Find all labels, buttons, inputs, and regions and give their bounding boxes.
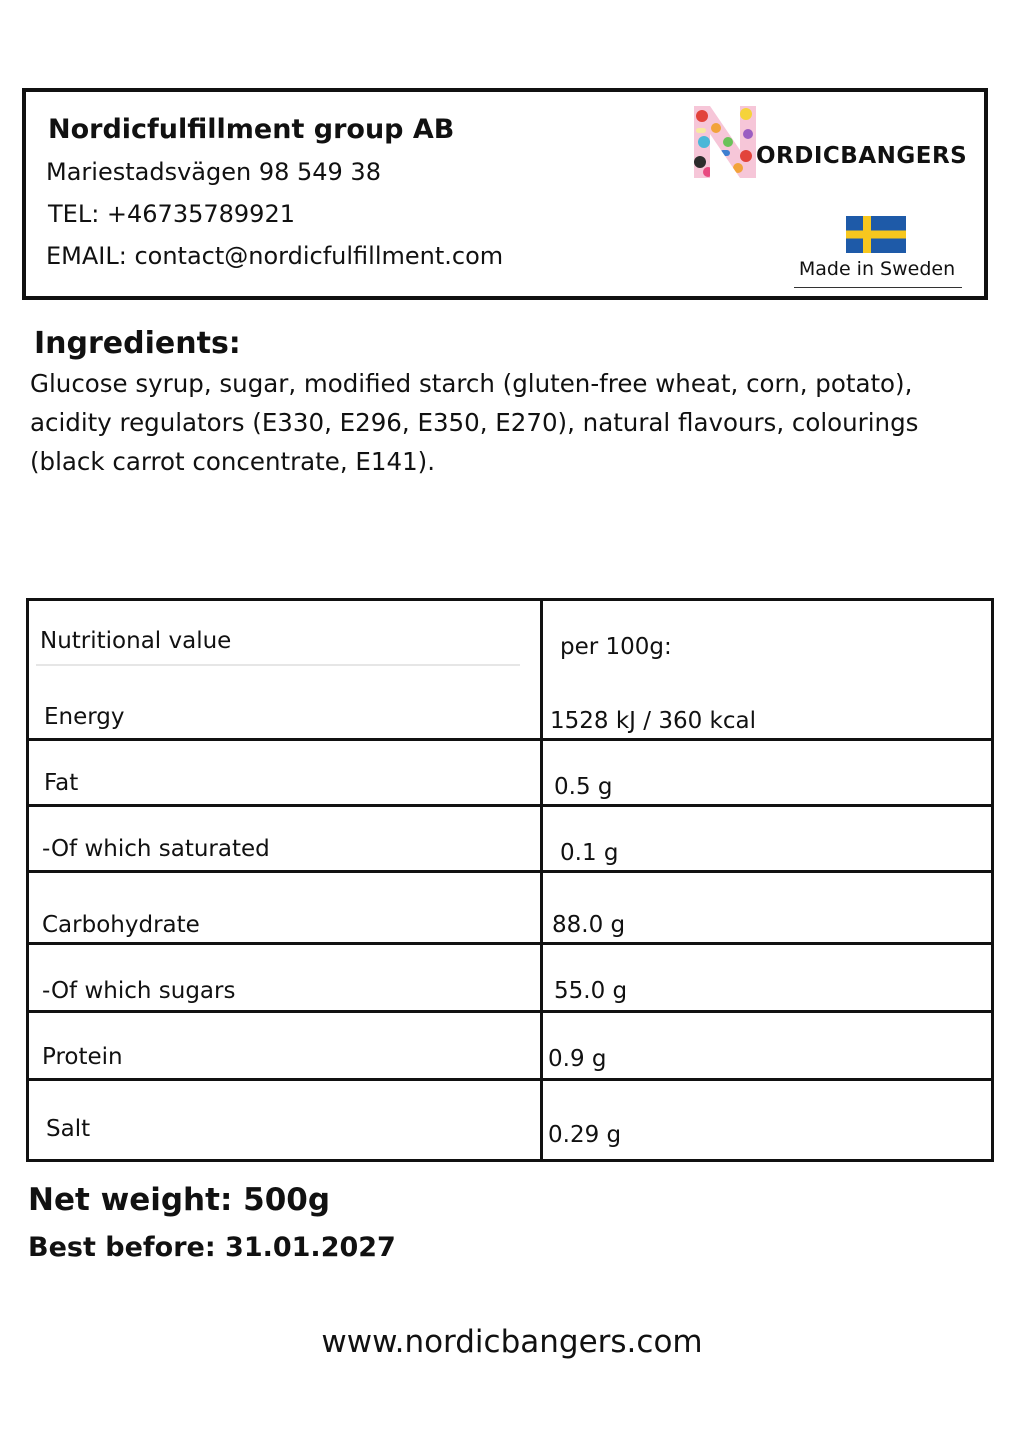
row-divider bbox=[26, 1078, 992, 1081]
nutrition-row-label: Protein bbox=[42, 1044, 123, 1070]
row-divider bbox=[26, 1010, 992, 1013]
made-in-label: Made in Sweden bbox=[798, 258, 956, 280]
nutrition-row-label: Energy bbox=[44, 704, 125, 730]
nutrition-row-label: -Of which saturated bbox=[42, 836, 270, 862]
nutrition-row-value: 1528 kJ / 360 kcal bbox=[550, 708, 756, 734]
company-address: Mariestadsvägen 98 549 38 bbox=[46, 158, 381, 186]
website-url: www.nordicbangers.com bbox=[321, 1324, 703, 1360]
row-divider bbox=[26, 804, 992, 807]
candy-letter-n-icon bbox=[694, 106, 756, 178]
best-before-date: Best before: 31.01.2027 bbox=[28, 1232, 396, 1263]
nutrition-row-value: 55.0 g bbox=[554, 978, 628, 1004]
nutrition-row-label: -Of which sugars bbox=[42, 978, 236, 1004]
made-in-underline bbox=[794, 287, 962, 288]
company-name: Nordicfulfillment group AB bbox=[48, 114, 455, 145]
row-divider bbox=[26, 942, 992, 945]
ingredients-title: Ingredients: bbox=[34, 326, 241, 361]
nutrition-row-value: 0.5 g bbox=[554, 774, 613, 800]
row-divider bbox=[26, 738, 992, 741]
nutrition-header-label: Nutritional value bbox=[40, 628, 232, 654]
nutrition-header-value: per 100g: bbox=[560, 634, 672, 660]
company-email: EMAIL: contact@nordicfulfillment.com bbox=[46, 242, 504, 270]
row-divider bbox=[26, 870, 992, 873]
company-phone: TEL: +46735789921 bbox=[48, 200, 295, 228]
ingredients-text: Glucose syrup, sugar, modified starch (gluten-free wheat, corn, potato), acidity regulators (E330, E296, E350, E270), natural flavours, colourings (black carrot concentrate, E141). bbox=[30, 369, 919, 476]
nutrition-row-value: 88.0 g bbox=[552, 912, 626, 938]
company-info-box bbox=[22, 88, 988, 300]
nutrition-row-label: Carbohydrate bbox=[42, 912, 200, 938]
nutrition-row-value: 0.1 g bbox=[560, 840, 619, 866]
sweden-flag-icon bbox=[846, 216, 906, 253]
logo-text: ORDICBANGERS bbox=[756, 143, 968, 169]
nutrition-row-value: 0.9 g bbox=[548, 1046, 607, 1072]
nutrition-row-label: Salt bbox=[46, 1116, 91, 1142]
nutrition-row-value: 0.29 g bbox=[548, 1122, 622, 1148]
net-weight: Net weight: 500g bbox=[28, 1182, 331, 1218]
nutrition-row-label: Fat bbox=[44, 770, 79, 796]
nutrition-table bbox=[26, 598, 992, 1160]
nordicbangers-logo bbox=[694, 106, 974, 186]
column-divider bbox=[540, 598, 543, 1160]
header-underline bbox=[36, 664, 520, 666]
